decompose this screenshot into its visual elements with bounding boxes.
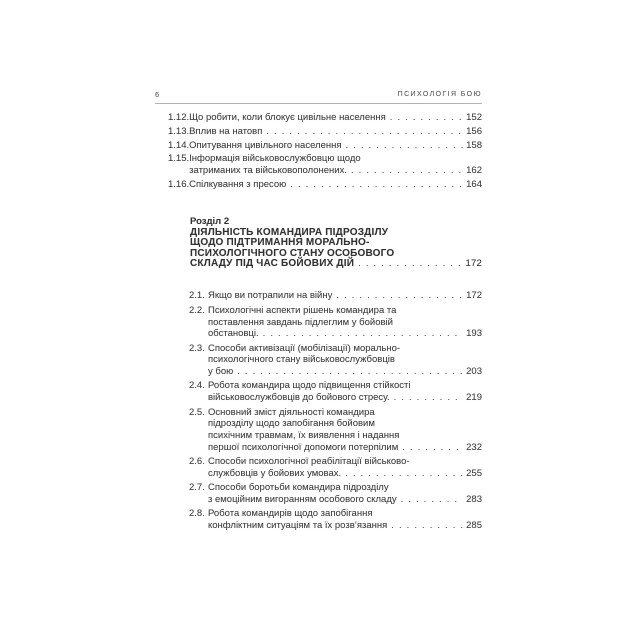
toc-entry-2-5 (189, 407, 482, 454)
toc-entry-body (189, 179, 482, 191)
toc-entry-body (189, 153, 482, 177)
toc-entry-number: 1.16. (168, 178, 190, 190)
toc-entry-text: службовців у бойових умовах. (208, 468, 342, 480)
toc-entry-number: 1.15. (168, 153, 190, 165)
toc-entry-text: у бою (208, 366, 234, 378)
toc-entry-2-7 (189, 482, 482, 506)
section-title (190, 228, 482, 270)
toc-entry-page: 164 (466, 178, 482, 190)
dot-leader (266, 126, 463, 138)
toc-entry-body (208, 380, 482, 404)
toc-entry-body (189, 140, 482, 152)
toc-entry-text: Якщо ви потрапили на війну (208, 290, 333, 302)
dot-leader (390, 112, 463, 124)
toc-entry-text: першої психологічної допомоги потерпілим (208, 441, 399, 453)
toc-entry-number: 2.3. (189, 342, 205, 354)
toc-entry-page: 255 (466, 468, 482, 480)
toc-entry-1-15 (168, 153, 482, 177)
toc-entry-2-1 (189, 290, 482, 302)
dot-leader (263, 328, 463, 340)
toc-entry-text: затриманих та військовополонених. (189, 165, 347, 177)
toc-entry-text: Що робити, коли блокує цивільне населення (189, 112, 386, 123)
toc-entry-body (208, 508, 482, 532)
section-title-line: ПСИХОЛОГІЧНОГО СТАНУ ОСОБОВОГО (190, 247, 395, 259)
toc-entry-number: 2.1. (189, 290, 205, 302)
toc-entry-text: Вплив на натовп (189, 125, 263, 137)
toc-entry-2-8 (189, 508, 482, 532)
dot-leader (336, 290, 463, 302)
toc-entry-body (208, 305, 482, 340)
toc-entry-text: Робота командира щодо підвищення стійкості (208, 380, 411, 392)
toc-entry-body (208, 456, 482, 480)
toc-entry-body (189, 126, 482, 138)
toc-entry-text: психічним травмам, їх виявлення і надання (208, 430, 400, 442)
toc-entry-number: 2.7. (189, 482, 205, 494)
toc-entry-number: 2.6. (189, 456, 205, 468)
dot-leader (402, 442, 463, 454)
toc-entry-number: 2.4. (189, 380, 205, 392)
toc-entry-text: Інформація військовослужбовцю щодо (189, 153, 361, 165)
dot-leader (345, 468, 463, 480)
toc-entry-page: 193 (466, 328, 482, 340)
toc-chapter1-list (168, 112, 482, 191)
dot-leader (394, 392, 464, 404)
toc-entry-page: 285 (466, 520, 482, 532)
book-page (155, 90, 482, 535)
toc-entry-text: Психологічні аспекти рішень командира та (208, 304, 397, 316)
toc-entry-number: 1.12. (168, 112, 190, 123)
toc-entry-1-16 (168, 179, 482, 191)
toc-entry-1-13 (168, 126, 482, 138)
toc-entry-page: 283 (466, 494, 482, 506)
section-2-heading (190, 216, 482, 270)
toc-entry-text: поставлення завдань підлеглим у бойовій (208, 316, 393, 328)
toc-entry-body (208, 343, 482, 378)
dot-leader (391, 520, 463, 532)
toc-entry-text: Опитування цивільного населення (189, 139, 342, 151)
dot-leader (237, 366, 463, 378)
toc-entry-1-12 (168, 112, 482, 124)
toc-entry-number: 2.8. (189, 508, 205, 520)
section-title-line: ЩОДО ПІДТРИМАННЯ МОРАЛЬНО- (190, 237, 370, 249)
toc-entry-page: 152 (466, 112, 482, 123)
section-title-line: СКЛАДУ ПІД ЧАС БОЙОВИХ ДІЙ (190, 258, 355, 269)
dot-leader (351, 165, 463, 177)
toc-entry-page: 172 (466, 290, 482, 302)
toc-entry-text: з емоційним вигоранням особового складу (208, 494, 397, 506)
toc-chapter2-list (189, 290, 482, 532)
page-number: 6 (155, 90, 160, 99)
toc-entry-2-6 (189, 456, 482, 480)
toc-entry-text: Способи боротьби командира підрозділу (208, 482, 389, 494)
toc-entry-page: 219 (466, 392, 482, 404)
toc-entry-page: 203 (466, 366, 482, 378)
section-title-line: ДІЯЛЬНІСТЬ КОМАНДИРА ПІДРОЗДІЛУ (190, 226, 389, 238)
toc-entry-text: конфліктним ситуаціям та їх розв’язання (208, 520, 388, 532)
toc-entry-text: обстановці. (208, 328, 259, 340)
dot-leader (290, 179, 463, 191)
toc-entry-body (208, 482, 482, 506)
toc-entry-text: Робота командирів щодо запобігання (208, 508, 373, 520)
toc-entry-text: Способи активізації (мобілізації) морально- (208, 342, 401, 354)
toc-entry-body (208, 290, 482, 302)
toc-entry-page: 232 (466, 441, 482, 453)
toc-entry-1-14 (168, 140, 482, 152)
toc-entry-text: Способи психологічної реабілітації військово- (208, 456, 410, 468)
toc-entry-text: військовослужбовців до бойового стресу. (208, 392, 390, 404)
toc-entry-number: 1.14. (168, 139, 190, 151)
toc-entry-page: 158 (466, 139, 482, 151)
toc-entry-text: психологічного стану військовослужбовців (208, 354, 395, 366)
toc-entry-text: підрозділу щодо запобігання бойовим (208, 418, 375, 430)
toc-entry-body (208, 407, 482, 454)
toc-entry-page: 156 (466, 125, 482, 137)
toc-entry-body (189, 112, 482, 124)
toc-entry-2-3 (189, 343, 482, 378)
toc-entry-text: Спілкування з пресою (189, 178, 287, 190)
toc-entry-2-4 (189, 380, 482, 404)
section-label: Розділ 2 (190, 215, 230, 227)
toc-entry-number: 2.5. (189, 406, 205, 418)
toc-entry-text: Основний зміст діяльності командира (208, 406, 375, 418)
dot-leader (401, 494, 464, 506)
toc-entry-page: 162 (466, 165, 482, 177)
dot-leader (358, 259, 462, 269)
section-page: 172 (465, 258, 482, 269)
running-header (155, 90, 482, 104)
running-title: ПСИХОЛОГІЯ БОЮ (397, 91, 482, 98)
toc-entry-number: 2.2. (189, 304, 205, 316)
toc-entry-2-2 (189, 305, 482, 340)
toc-entry-number: 1.13. (168, 125, 190, 137)
dot-leader (346, 140, 464, 152)
